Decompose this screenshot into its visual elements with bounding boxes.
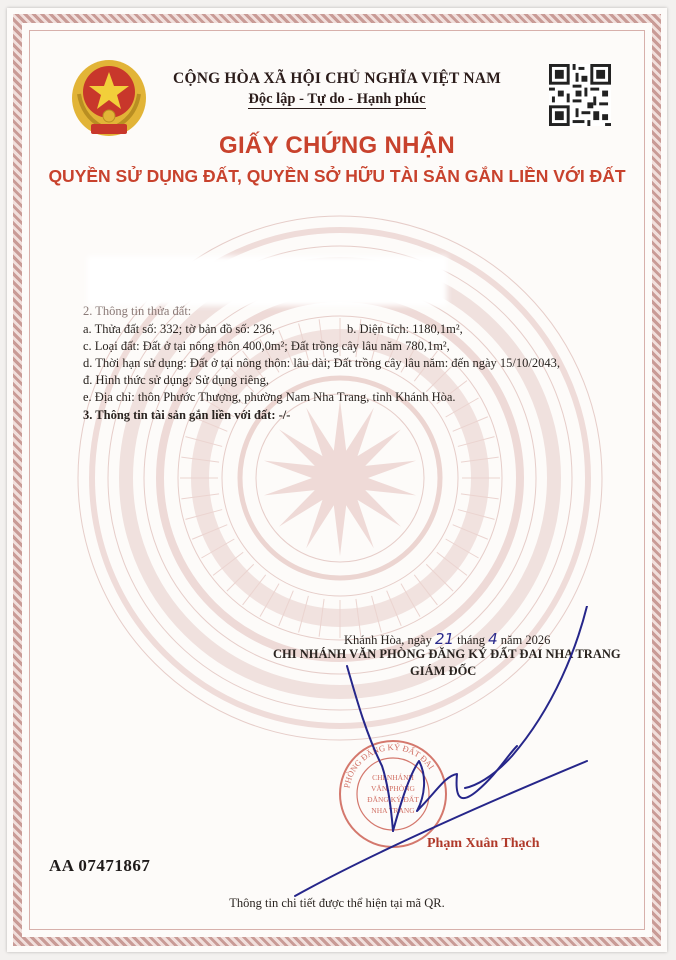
document-title: GIẤY CHỨNG NHẬN <box>219 132 455 159</box>
signing-place: Khánh Hòa, ngày <box>344 633 432 647</box>
stamp-line-4: NHA TRANG <box>371 806 415 815</box>
signer-name: Phạm Xuân Thạch <box>427 836 540 851</box>
issuing-office: CHI NHÁNH VĂN PHÒNG ĐĂNG KÝ ĐẤT ĐAI NHA TRANG <box>273 647 621 661</box>
stamp-line-2: VĂN PHÒNG <box>371 784 415 793</box>
parcel-number: a. Thửa đất số: 332; tờ bản đồ số: 236, <box>83 322 275 336</box>
nation-name: CỘNG HÒA XÃ HỘI CHỦ NGHĨA VIỆT NAM <box>173 70 501 87</box>
usage-form: đ. Hình thức sử dụng: Sử dụng riêng, <box>83 373 269 387</box>
stamp-ring-text: PHÒNG ĐĂNG KÝ ĐẤT ĐAI <box>341 741 437 789</box>
qr-note: Thông tin chi tiết được thể hiện tại mã QR. <box>229 896 445 910</box>
land-area: b. Diện tích: 1180,1m², <box>347 322 463 336</box>
signing-month: 4 <box>488 630 498 648</box>
stamp-line-3: ĐĂNG KÝ ĐẤT <box>367 795 419 804</box>
signature <box>287 606 607 906</box>
usage-term: d. Thời hạn sử dụng: Đất ở tại nông thôn: lâu dài; Đất trồng cây lâu năm: đến ngày 15/10/2043, <box>83 356 560 370</box>
land-address: e. Địa chỉ: thôn Phước Thượng, phường Nam Nha Trang, tỉnh Khánh Hòa. <box>83 390 456 404</box>
month-label: tháng <box>457 633 485 647</box>
serial-number: AA 07471867 <box>49 856 151 875</box>
document-subtitle: QUYỀN SỬ DỤNG ĐẤT, QUYỀN SỞ HỮU TÀI SẢN GẮN LIỀN VỚI ĐẤT <box>48 166 626 186</box>
signer-position: GIÁM ĐỐC <box>410 664 477 678</box>
asset-info: 3. Thông tin tài sản gắn liền với đất: -/- <box>83 408 291 422</box>
national-motto: Độc lập - Tự do - Hạnh phúc <box>248 91 426 107</box>
certificate-page <box>7 8 667 952</box>
year-label: năm 2026 <box>500 633 551 647</box>
land-type: c. Loại đất: Đất ở tại nông thôn 400,0m²; Đất trồng cây lâu năm 780,1m², <box>83 339 450 353</box>
stamp-line-1: CHI NHÁNH <box>372 773 414 782</box>
signing-day: 21 <box>434 630 455 648</box>
redacted-area <box>87 256 447 306</box>
land-section-title: 2. Thông tin thửa đất: <box>83 304 192 318</box>
